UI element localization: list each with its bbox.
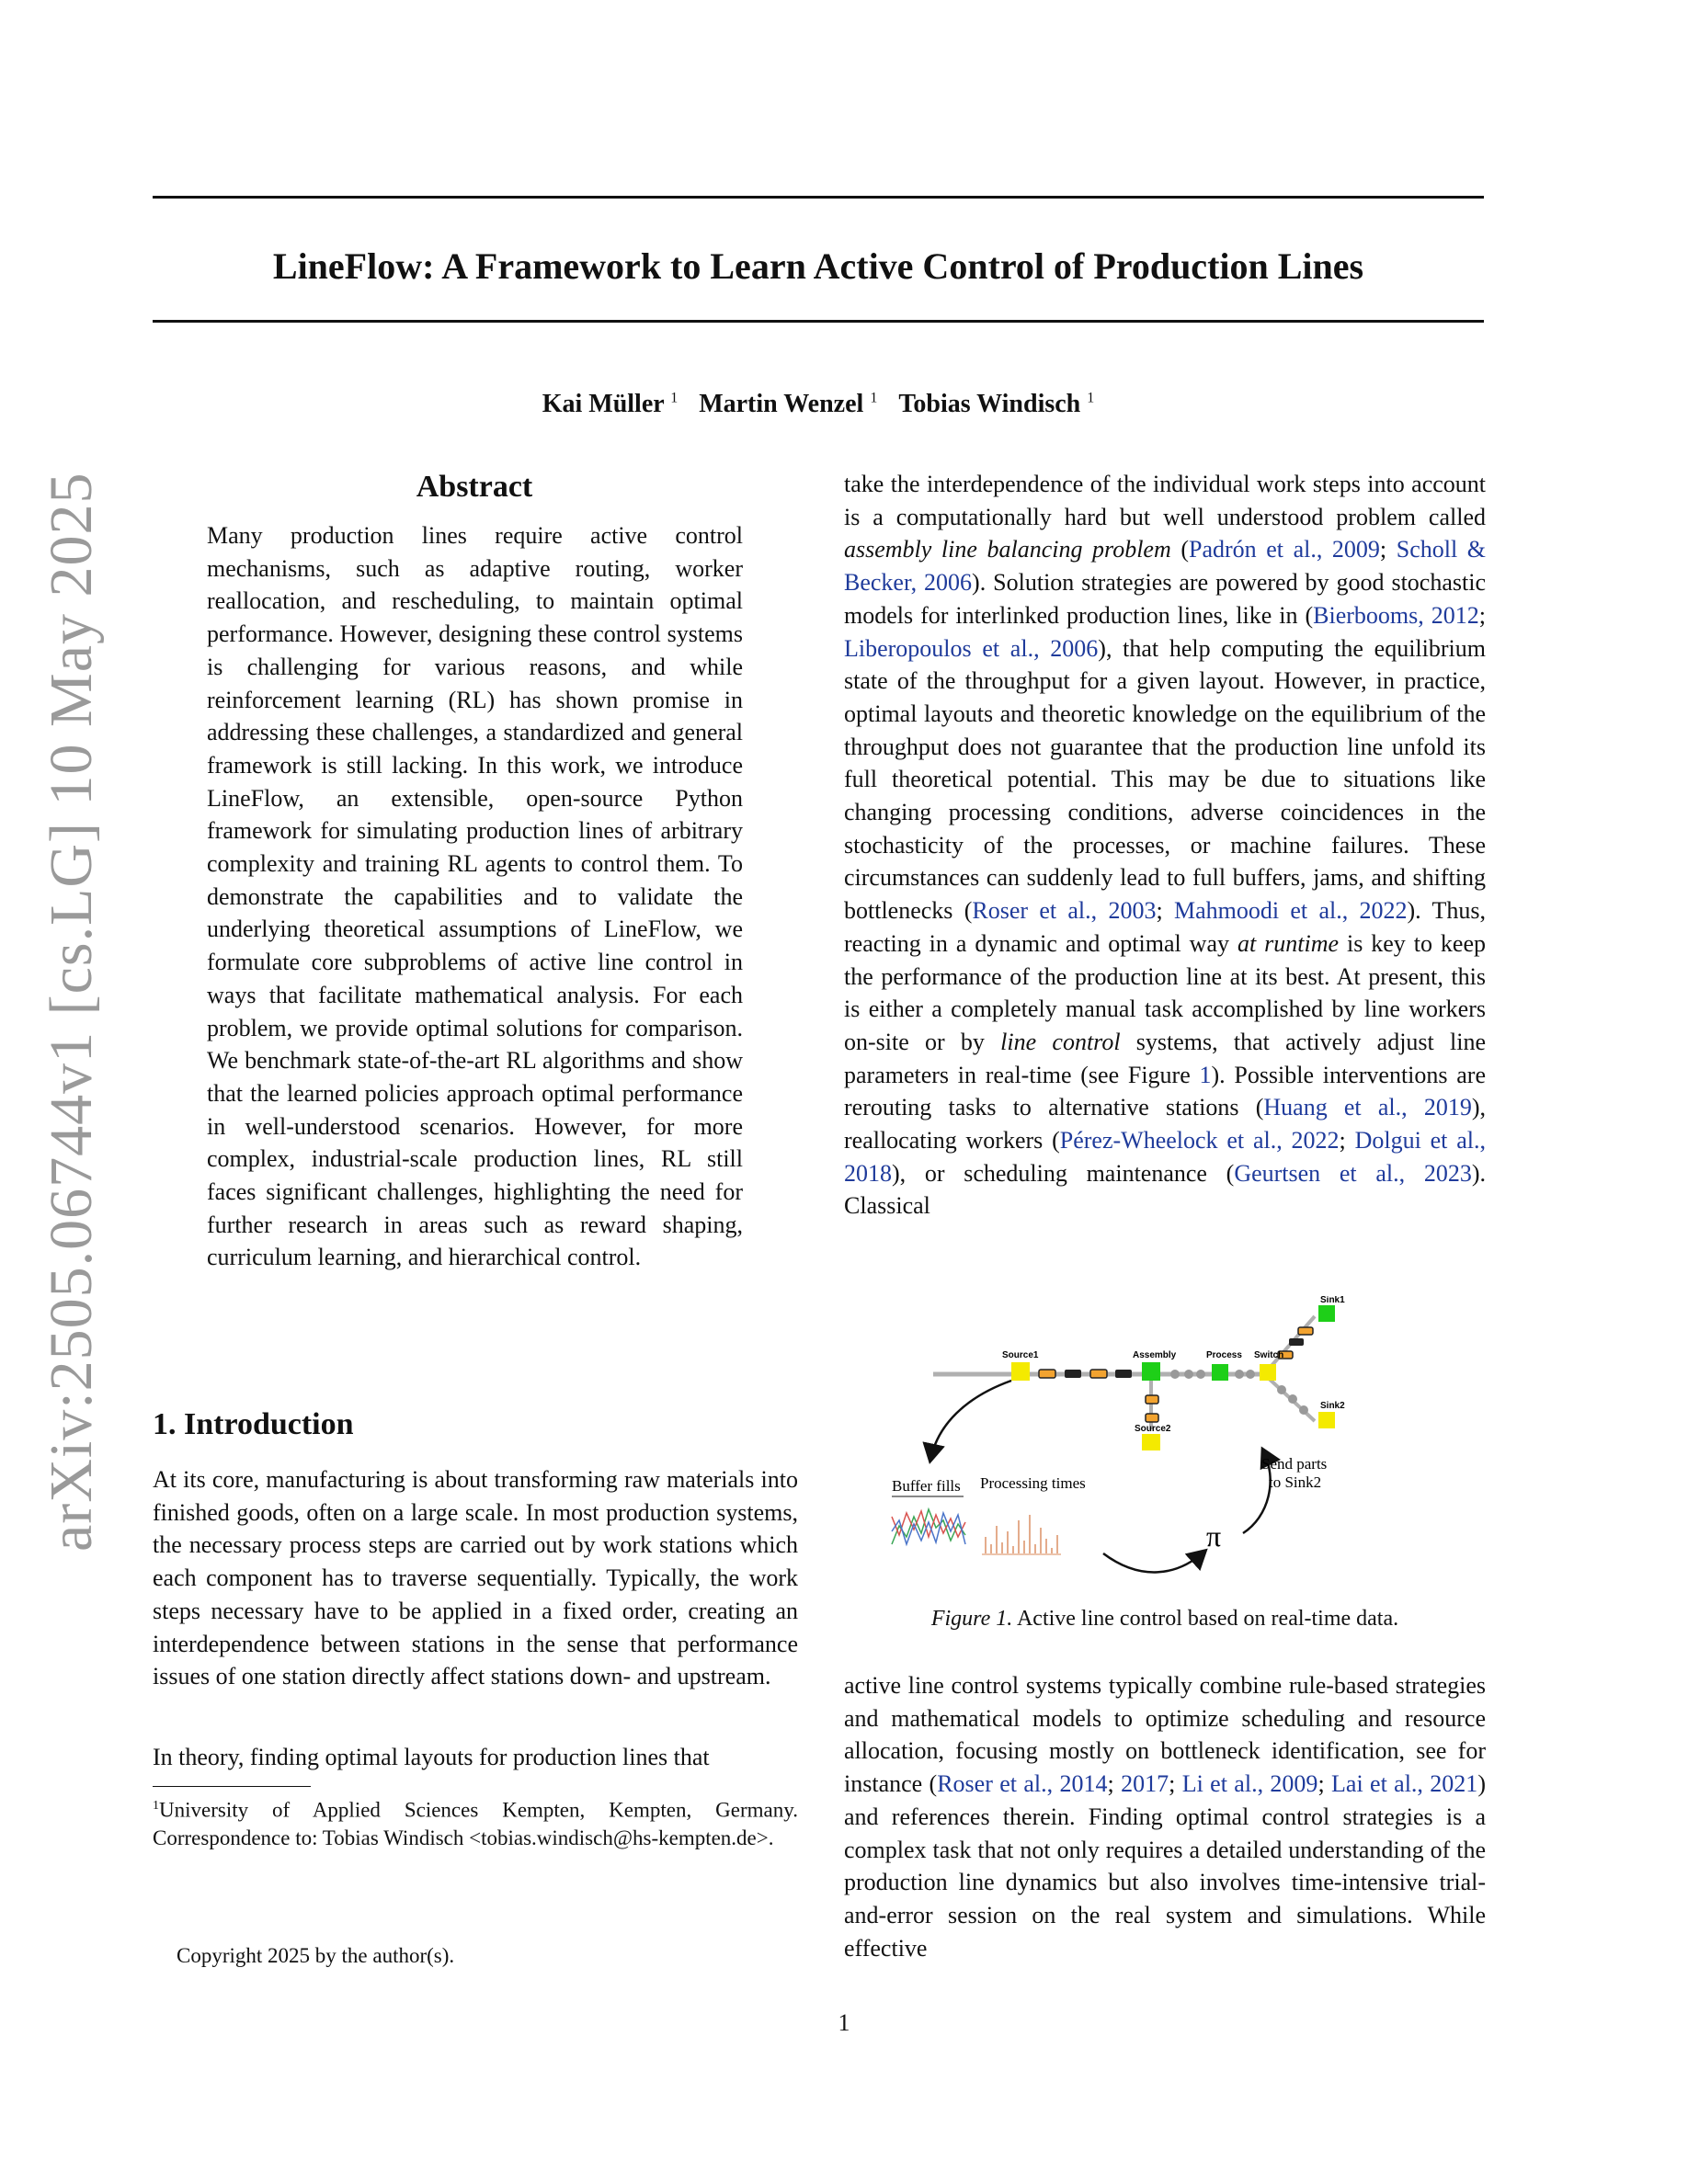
buffer-icon bbox=[1298, 1327, 1313, 1335]
body-text-run: ; bbox=[1169, 1770, 1182, 1798]
citation-link[interactable]: Pérez-Wheelock et al., 2022 bbox=[1059, 1127, 1340, 1155]
conveyor-dot bbox=[1170, 1370, 1180, 1379]
body-text-run: ) and references therein. Finding optimal control strategies is a complex task that not only requires a detailed understanding of the production line dynamics but also involves time-intensive trial-and-error session on the real system and simulations. While effective bbox=[844, 1770, 1486, 1962]
citation-link[interactable]: Roser et al., 2014 bbox=[937, 1770, 1108, 1798]
page-number: 1 bbox=[838, 2009, 850, 2036]
switch-station-icon bbox=[1260, 1364, 1276, 1381]
body-text-run: ; bbox=[1156, 897, 1174, 925]
author: Kai Müller $^1$ bbox=[542, 390, 679, 419]
body-text-run: ; bbox=[1317, 1770, 1332, 1798]
buffer-icon bbox=[1090, 1370, 1107, 1378]
intro-paragraph: In theory, finding optimal layouts for production lines that bbox=[153, 1744, 710, 1770]
citation-link[interactable]: Geurtsen et al., 2023 bbox=[1234, 1159, 1472, 1187]
buffer-fills-plot bbox=[892, 1509, 965, 1544]
citation-link[interactable]: Lai et al., 2021 bbox=[1331, 1770, 1478, 1798]
citation-link[interactable]: 1 bbox=[1199, 1061, 1212, 1088]
body-text-run: systems, that actively adjust line parameters in real-time (see Figure bbox=[844, 1028, 1486, 1088]
body-text-run: ; bbox=[1107, 1770, 1122, 1798]
section-heading-introduction: 1. Introduction bbox=[153, 1407, 354, 1441]
footnote-rule bbox=[153, 1786, 311, 1787]
abstract-heading: Abstract bbox=[416, 470, 533, 504]
station-label: Sink1 bbox=[1320, 1296, 1345, 1305]
citation-link[interactable]: Dolgui et al., 2018 bbox=[844, 1127, 1486, 1187]
station-label: Sink2 bbox=[1320, 1401, 1345, 1411]
title-rule-top bbox=[153, 196, 1484, 199]
buffer-icon bbox=[1065, 1370, 1081, 1378]
body-text-run: line control bbox=[1000, 1028, 1121, 1055]
conveyor-dot bbox=[1184, 1370, 1193, 1379]
citation-link[interactable]: Roser et al., 2003 bbox=[972, 897, 1157, 925]
body-text-run: ; bbox=[1379, 536, 1397, 563]
conveyor-dot bbox=[1235, 1370, 1244, 1379]
figure-caption: Figure 1. Active line control based on real-time data. bbox=[930, 1607, 1399, 1631]
body-text-run: ). Thus, reacting in a dynamic and optimal way bbox=[844, 897, 1486, 957]
body-text-run: ; bbox=[1478, 601, 1486, 629]
arrow-to-policy bbox=[1103, 1552, 1204, 1572]
citation-link[interactable]: Huang et al., 2019 bbox=[1263, 1094, 1472, 1121]
source2-station-icon bbox=[1142, 1434, 1160, 1450]
process-station-icon bbox=[1212, 1364, 1228, 1381]
conveyor-dot bbox=[1246, 1370, 1255, 1379]
body-text-run: ). Possible interventions are rerouting tasks to alternative stations ( bbox=[844, 1061, 1486, 1121]
station-label: Source2 bbox=[1135, 1424, 1171, 1434]
station-label: Assembly bbox=[1133, 1350, 1177, 1360]
buffer-icon bbox=[1039, 1370, 1055, 1378]
arrow-to-buffer-fills bbox=[930, 1381, 1011, 1460]
source1-station-icon bbox=[1011, 1362, 1030, 1381]
buffer-icon bbox=[1146, 1414, 1158, 1422]
citation-link[interactable]: Bierbooms, 2012 bbox=[1313, 601, 1479, 629]
body-text-run: is key to keep the performance of the production line at its best. At present, this is either a completely manual task accomplished by line workers on-site or by bbox=[844, 929, 1486, 1055]
copyright-notice: Copyright 2025 by the author(s). bbox=[177, 1944, 455, 1967]
station-label: Switch bbox=[1254, 1350, 1284, 1360]
citation-link[interactable]: 2017 bbox=[1121, 1770, 1169, 1798]
station-label: Process bbox=[1206, 1350, 1242, 1360]
conveyor-dot bbox=[1277, 1385, 1286, 1394]
buffer-fills-label: Buffer fills bbox=[892, 1477, 961, 1495]
author: Tobias Windisch $^1$ bbox=[898, 390, 1095, 419]
send-parts-label: Send parts bbox=[1261, 1455, 1328, 1473]
body-text-right-bottom bbox=[844, 1669, 1486, 1964]
body-text-run: ; bbox=[1339, 1127, 1355, 1155]
body-text-run: active line control systems typically combine rule-based strategies and mathematical models to optimize scheduling and resource allocation, focusing mostly on bottleneck identification, see for instance ( bbox=[844, 1672, 1486, 1798]
buffer-icon bbox=[1115, 1370, 1132, 1378]
send-parts-label: to Sink2 bbox=[1269, 1473, 1322, 1491]
assembly-station-icon bbox=[1142, 1362, 1160, 1381]
title-rule-bottom bbox=[153, 320, 1484, 323]
body-text-run: at runtime bbox=[1237, 929, 1340, 957]
body-text-run: ), reallocating workers ( bbox=[844, 1094, 1486, 1155]
station-label: Source1 bbox=[1002, 1350, 1039, 1360]
body-text-right-top bbox=[844, 468, 1486, 1223]
body-text-run: ). Classical bbox=[844, 1159, 1486, 1220]
processing-times-plot bbox=[982, 1515, 1061, 1554]
body-text-run: assembly line balancing problem bbox=[844, 536, 1171, 563]
citation-link[interactable]: Liberopoulos et al., 2006 bbox=[844, 634, 1099, 662]
citation-link[interactable]: Scholl & Becker, 2006 bbox=[844, 536, 1486, 597]
sink1-station-icon bbox=[1318, 1305, 1335, 1322]
body-text-run: ), that help computing the equilibrium state of the throughput for a given layout. However, in practice, optimal layouts and theoretic knowledge on the equilibrium of the throughput does not guarantee that the production line unfold its full theoretical potential. This may be due to situations like changing processing conditions, adverse coincidences in the stochasticity of the processes, or machine failures. These circumstances can suddenly lead to full buffers, jams, and shifting bottlenecks ( bbox=[844, 634, 1486, 925]
abstract-text: Many production lines require active control mechanisms, such as adaptive routing, worker reallocation, and rescheduling, to maintain optimal performance. However, designing these control systems is challenging for various reasons, and while reinforcement learning (RL) has shown promise in addressing these challenges, a standardized and general framework is still lacking. In this work, we introduce LineFlow, an extensible, open-source Python framework for simulating production lines of arbitrary complexity and training RL agents to control them. To demonstrate the capabilities and to validate the underlying theoretical assumptions of LineFlow, we formulate core subproblems of active line control in ways that facilitate mathematical analysis. For each problem, we provide optimal solutions for comparison. We benchmark state-of-the-art RL algorithms and show that the learned policies approach optimal performance in well-understood scenarios. However, for more complex, industrial-scale production lines, RL still faces significant challenges, highlighting the need for further research in areas such as reward shaping, curriculum learning, and hierarchical control. bbox=[207, 522, 743, 1271]
author-list bbox=[153, 381, 1484, 423]
conveyor-dot bbox=[1196, 1370, 1205, 1379]
citation-link[interactable]: Li et al., 2009 bbox=[1181, 1770, 1318, 1798]
body-text-run: ( bbox=[1170, 536, 1189, 563]
author: Martin Wenzel $^1$ bbox=[699, 390, 878, 419]
body-text-run: ), or scheduling maintenance ( bbox=[892, 1159, 1235, 1187]
conveyor-dot bbox=[1299, 1405, 1308, 1415]
policy-pi-symbol: π bbox=[1206, 1519, 1222, 1553]
sink2-station-icon bbox=[1318, 1412, 1335, 1428]
footnote: $^1$University of Applied Sciences Kempten, Kempten, Germany. Correspondence to: Tobias Windisch <tobias.windisch@hs-kempten.de>. bbox=[153, 1798, 798, 1849]
body-text-run: ). Solution strategies are powered by good stochastic models for interlinked production lines, like in ( bbox=[844, 569, 1486, 629]
conveyor-dot bbox=[1288, 1394, 1297, 1404]
intro-paragraph: At its core, manufacturing is about transforming raw materials into finished goods, often on a large scale. In most production systems, the necessary process steps are carried out by work stations which each component has to traverse sequentially. Typically, the work steps necessary have to be applied in a fixed order, creating an interdependence between stations in the sense that performance issues of one station directly affect stations down- and upstream. bbox=[153, 1466, 798, 1690]
citation-link[interactable]: Padrón et al., 2009 bbox=[1188, 536, 1380, 563]
buffer-icon bbox=[1146, 1395, 1158, 1404]
buffer-icon bbox=[1289, 1338, 1304, 1346]
body-text-run: take the interdependence of the individual work steps into account is a computationally hard but well understood problem called bbox=[844, 471, 1486, 530]
arxiv-identifier: arXiv:2505.06744v1 [cs.LG] 10 May 2025 bbox=[38, 472, 105, 1552]
figure-line-control bbox=[883, 1296, 1453, 1599]
processing-times-label: Processing times bbox=[980, 1474, 1086, 1492]
citation-link[interactable]: Mahmoodi et al., 2022 bbox=[1173, 897, 1408, 925]
paper-title: LineFlow: A Framework to Learn Active Control of Production Lines bbox=[272, 245, 1364, 287]
